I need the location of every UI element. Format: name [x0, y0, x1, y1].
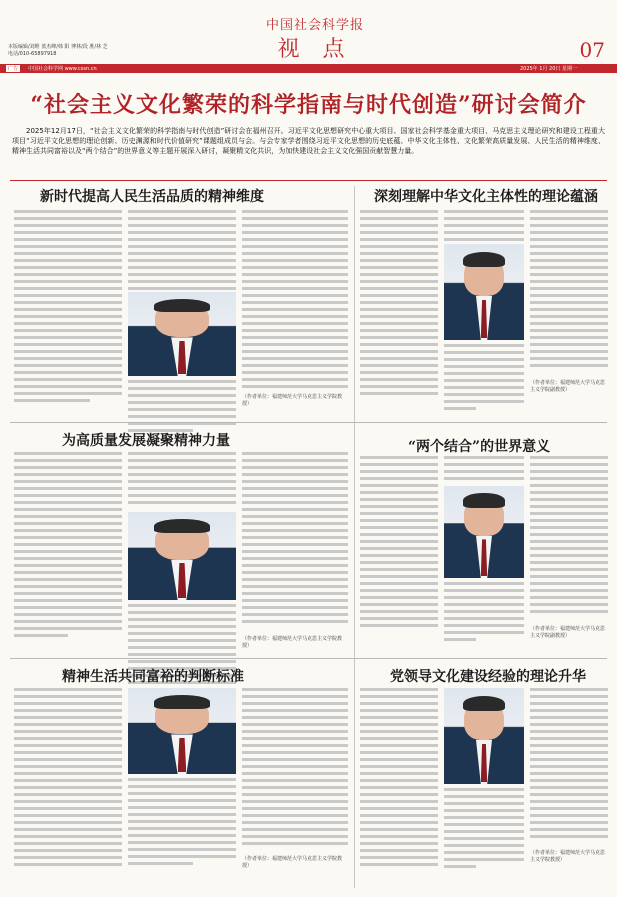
- article-body: [242, 210, 348, 392]
- article-body: [128, 778, 236, 869]
- article-title: 党领导文化建设经验的理论升华: [390, 669, 586, 685]
- article-body: [530, 688, 608, 842]
- lead-paragraph: 2025年12月17日，“社会主义文化繁荣的科学指南与时代创造”研讨会在福州召开。习近平文化思想研究中心重大项目、国家社会科学基金重大项目、马克思主义理论研究和建设工程重大项目“习近平文化思想的理论创新、历史渊源和时代价值研究”课题组成员与会。与会专家学者围绕习近平文化思想的历史底蕴、中华文化主体性、文化繁荣高质量发展、人民生活的精神维度、精神生活共同富裕以及“两个结合”的世界意义等主题开展深入研讨，凝聚精文化共识，为加快建设社会主义文化强国贡献智慧力量。: [12, 127, 605, 155]
- author-byline: （作者单位：福建师范大学马克思主义学院副教授）: [530, 626, 606, 639]
- article-body: [128, 210, 236, 294]
- author-byline: （作者单位：福建师范大学马克思主义学院副教授）: [530, 380, 606, 393]
- article-body: [360, 456, 438, 631]
- article-title: 精神生活共同富裕的判断标准: [62, 669, 244, 685]
- row-divider: [10, 422, 607, 423]
- author-byline: （作者单位：福建师范大学马克思主义学院教授）: [242, 636, 343, 649]
- column-rule: [354, 186, 355, 422]
- author-photo: [444, 486, 524, 578]
- article-title: 为高质量发展凝聚精神力量: [62, 433, 230, 449]
- article-body: [444, 344, 524, 414]
- article-title: 深刻理解中华文化主体性的理论蕴涵: [374, 189, 598, 205]
- column-rule: [354, 658, 355, 888]
- article-title: 新时代提高人民生活品质的精神维度: [40, 189, 264, 205]
- site-url[interactable]: 中国社会科学网 www.cssn.cn: [28, 66, 97, 72]
- author-byline: （作者单位：福建师范大学马克思主义学院教授）: [242, 394, 343, 407]
- column-rule: [354, 422, 355, 658]
- section-divider: [10, 180, 607, 181]
- article-body: [444, 788, 524, 872]
- article-body: [14, 210, 122, 406]
- issue-date: 2025年 1月 20日 星期一: [519, 66, 577, 72]
- page-headline: “社会主义文化繁荣的科学指南与时代创造”研讨会简介: [30, 92, 587, 118]
- article-body: [128, 452, 236, 508]
- header-bar: [0, 64, 617, 73]
- author-photo: [128, 292, 236, 376]
- row-divider: [10, 658, 607, 659]
- article-body: [360, 688, 438, 870]
- section-title: 视 点: [277, 37, 353, 62]
- page-number: 07: [579, 38, 605, 62]
- editor-credits: [8, 44, 158, 58]
- article-body: [242, 688, 348, 849]
- author-photo: [128, 512, 236, 600]
- article-body: [444, 582, 524, 645]
- article-body: [444, 210, 524, 245]
- author-byline: （作者单位：福建师范大学马克思主义学院教授）: [530, 850, 606, 863]
- article-title: “两个结合”的世界意义: [408, 439, 551, 455]
- author-photo: [128, 688, 236, 774]
- article-body: [14, 688, 122, 870]
- article-body: [242, 452, 348, 627]
- ad-tag: 广告: [8, 66, 19, 72]
- article-body: [14, 452, 122, 641]
- credit-line: 电话/010-65897918: [8, 51, 57, 57]
- credit-line: 本版编辑/刘维 蓝杰峰/韩 阳 博林/段 胜/林 芝: [8, 44, 108, 50]
- masthead: [0, 0, 617, 74]
- article-body: [360, 210, 438, 399]
- author-byline: （作者单位：福建师范大学马克思主义学院教授）: [242, 856, 343, 869]
- article-body: [530, 456, 608, 617]
- author-photo: [444, 244, 524, 340]
- paper-name: 中国社会科学报: [265, 18, 364, 33]
- article-body: [128, 380, 236, 436]
- article-body: [444, 456, 524, 484]
- article-body: [530, 210, 608, 371]
- author-photo: [444, 688, 524, 784]
